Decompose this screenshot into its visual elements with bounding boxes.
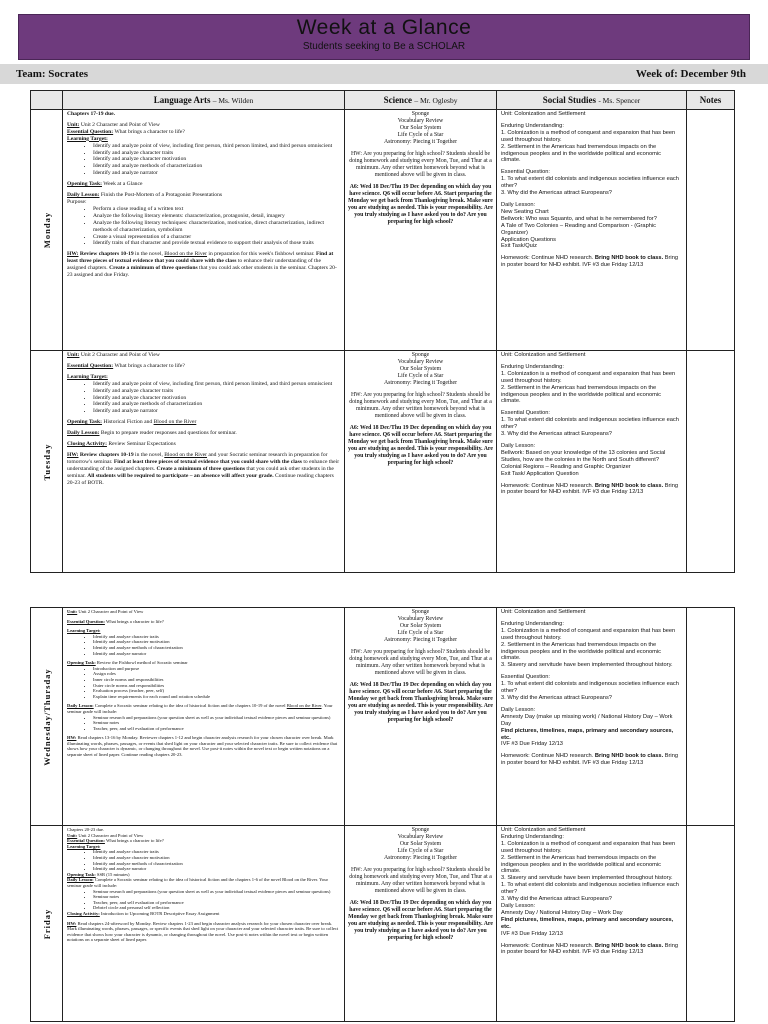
- hw-part: Create a minimum of three questions: [109, 265, 198, 272]
- title-banner: [18, 14, 750, 60]
- science-cell-friday: [345, 826, 497, 1022]
- ss-unit: Unit: Colonization and Settlement: [501, 352, 586, 358]
- science-header: [345, 91, 497, 110]
- opening-label: Opening Task:: [67, 871, 96, 877]
- eq-label: Essential Question:: [67, 838, 105, 844]
- seminar-grade-list: [93, 715, 340, 732]
- ss-bellwork: Bellwork: Who was Squanto, and what is he remembered for?: [501, 215, 657, 222]
- unit-value: Unit 2 Character and Point of View: [78, 609, 144, 614]
- ss-dl-label: Daily Lesson:: [501, 442, 536, 449]
- science-cell-wednesday: [345, 608, 497, 826]
- unit-label: Unit:: [67, 832, 78, 838]
- sci-test-notice: A6: Wed 18 Dec/Thu 19 Dec depending on which day you have science. Q6 will occur before A6. Start preparing the Monday we get back from Thanksgiving break. Make sure you are studying as needed. This is your responsibility. Are you truly studying as I have asked you to do? Are you preparing for high school?: [348, 184, 493, 225]
- la-title: Language Arts: [153, 95, 211, 105]
- ss-eu-label: Enduring Understanding:: [501, 122, 564, 129]
- daily-label: Daily Lesson:: [67, 192, 100, 199]
- hw-part: Review chapters 10-19: [79, 251, 134, 258]
- sci-title: Science: [383, 95, 413, 105]
- hw-part: Homework: Continue NHD research.: [501, 753, 595, 760]
- monday-row: [31, 110, 735, 351]
- ss-eu: 3. Slavery and servitude have been implemented throughout history.: [501, 662, 673, 669]
- hw-part: Homework: Continue NHD research.: [501, 255, 595, 262]
- unit-label: Unit:: [67, 352, 80, 358]
- notes-cell-tuesday: [687, 351, 735, 573]
- sci-line: Our Solar System: [399, 623, 442, 629]
- lt-label: Learning Target:: [67, 843, 101, 849]
- list-item: • Introduction and purpose: [93, 666, 340, 672]
- ss-eu-label: Enduring Understanding:: [501, 620, 564, 627]
- list-item: • Evaluation process (teacher, peer, self): [93, 688, 340, 694]
- la-cell-friday: [63, 826, 345, 1022]
- schedule-table-1: [30, 90, 735, 573]
- daily-value: Finish the Post-Mortem of a Protagonist Presentations: [100, 192, 223, 199]
- list-item: • Outer circle norms and responsibilities: [93, 683, 340, 689]
- ss-eq: 3. Why did the Americas attract Europeans?: [501, 190, 612, 197]
- list-item: • Create a visual representation of a character: [93, 234, 340, 241]
- la-cell-monday: [63, 110, 345, 351]
- hw-label: HW:: [67, 735, 77, 741]
- daily-label: Daily Lesson:: [67, 430, 100, 437]
- ss-eq: 3. Why did the Americas attract Europeans?: [501, 694, 612, 701]
- homework-friday: [67, 921, 340, 943]
- list-item: • Inner circle norms and responsibilities: [93, 677, 340, 683]
- ss-cell-wednesday: [497, 608, 687, 826]
- daily-value: Begin to prepare reader responses and questions for seminar.: [100, 430, 237, 437]
- hw-part: Bring NHD book to class.: [594, 255, 664, 262]
- list-item: • Analyze the following literary techniques: characterization, motivation, direct characterization, indirect methods of characterization, symbolism: [93, 220, 340, 234]
- purpose-label: Purpose:: [67, 198, 87, 205]
- day-label-tuesday: Tuesday: [41, 443, 52, 480]
- daily-label: Daily Lesson:: [67, 877, 94, 883]
- opening-value: Week at a Glance: [103, 181, 143, 188]
- hw-part: in the novel,: [133, 451, 165, 458]
- lt-label: Learning Target:: [67, 373, 108, 380]
- list-item: • Identify and analyze methods of characterization: [93, 861, 340, 867]
- daily-label: Daily Lesson:: [67, 703, 94, 709]
- sci-homework: HW: Are you preparing for high school? Students should be doing homework and studying every Mon, Tue, and Thur at a minimum. Any other written homework beyond what is mentioned above will be given in class.: [349, 649, 492, 676]
- list-item: • Identify and analyze character motivation: [93, 395, 340, 402]
- seminar-grade-list: [93, 889, 340, 911]
- ss-ivf: IVF #3 Due Friday 12/13: [501, 930, 563, 937]
- sci-homework: HW: Are you preparing for high school? Students should be doing homework and studying every Mon, Tue, and Thur at a minimum. Any other written homework beyond what is mentioned above will be given in class.: [349, 151, 492, 178]
- team-label: Team: Socrates: [16, 68, 88, 80]
- la-header: [63, 91, 345, 110]
- ss-dl-label: Daily Lesson:: [501, 201, 536, 208]
- eq-label: Essential Question:: [67, 128, 114, 135]
- list-item: • Assign roles: [93, 671, 340, 677]
- ss-activity: A Tale of Two Colonies – Reading and Comparison - (Graphic Organizer): [501, 222, 657, 236]
- opening-value: SSR (15 minutes): [96, 871, 130, 877]
- ss-teacher: - Ms. Spencer: [598, 96, 641, 105]
- ss-eu: 2. Settlement in the Americas had tremendous impacts on the indigenous peoples and in the worldwide political and economic climate.: [501, 143, 661, 164]
- hw-label: HW:: [67, 251, 79, 258]
- sci-line: Life Cycle of a Star: [397, 848, 444, 854]
- ss-activity: Exit Task/ Application Question: [501, 470, 579, 477]
- opening-label: Opening Task:: [67, 660, 96, 666]
- sci-line: Astronomy: Piecing it Together: [383, 380, 458, 386]
- sci-test-notice: A6: Wed 18 Dec/Thu 19 Dec depending on which day you have science. Q6 will occur before A6. Start preparing the Monday we get back from Thanksgiving break. Make sure you are studying as needed. This is your responsibility. Are you truly studying as I have asked you to do? Are you preparing for high school?: [348, 900, 493, 941]
- eq-value: What brings a character to life?: [105, 838, 164, 844]
- page-title: Week at a Glance: [296, 16, 472, 39]
- hw-part: Bring in poster board for NHD exhibit. IVF #3 due Friday 12/13: [501, 482, 679, 496]
- unit-value: Unit 2 Character and Point of View: [78, 832, 144, 838]
- ss-homework: [501, 753, 682, 767]
- closing-value: Review Seminar Expectations: [108, 441, 176, 448]
- daily-value: . Your seminar grade will include:: [67, 703, 333, 714]
- learning-target-list: [93, 849, 340, 871]
- ss-find: Find pictures, timelines, maps, primary and secondary sources, etc.: [501, 727, 674, 741]
- ss-header: [497, 91, 687, 110]
- hw-part: that you could ask other students in the seminar.: [67, 465, 334, 479]
- ss-homework: [501, 943, 682, 957]
- list-item: • Identify and analyze character motivation: [93, 855, 340, 861]
- list-item: • Identify and analyze character traits: [93, 388, 340, 395]
- sci-line: Sponge: [411, 111, 430, 117]
- eq-value: What brings a character to life?: [105, 618, 164, 624]
- sci-line: Sponge: [411, 827, 430, 833]
- list-item: • Perform a close reading of a written text: [93, 206, 340, 213]
- learning-target-list: [93, 634, 340, 656]
- learning-target-list: [93, 143, 340, 178]
- list-item: • Identify and analyze point of view, including first person, third person limited, and third person omniscient: [93, 143, 340, 150]
- team-bar: [0, 64, 768, 84]
- sci-homework: HW: Are you preparing for high school? Students should be doing homework and studying every Mon, Tue, and Thur at a minimum. Any other written homework beyond what is mentioned above will be given in class.: [349, 867, 492, 894]
- ss-eq-label: Essential Question:: [501, 410, 551, 417]
- page-subtitle: Students seeking to Be a SCHOLAR: [302, 41, 466, 52]
- ss-unit: Unit: Colonization and Settlement: [501, 827, 586, 833]
- notes-header: Notes: [687, 91, 735, 110]
- sci-line: Sponge: [411, 352, 430, 358]
- chapters-due: Chapters 20-23 due.: [67, 827, 105, 832]
- ss-activity: Colonial Regions – Reading and Graphic Organizer: [501, 463, 631, 470]
- tuesday-row: [31, 351, 735, 573]
- ss-eu: 1. Colonization is a method of conquest and expansion that has been used throughout history.: [501, 840, 676, 854]
- ss-eq: 1. To what extent did colonists and indigenous societies influence each other?: [501, 176, 679, 190]
- list-item: • Identify and analyze narrator: [93, 408, 340, 415]
- sci-homework: HW: Are you preparing for high school? Students should be doing homework and studying every Mon, Tue, and Thur at a minimum. Any other written homework beyond what is mentioned above will be given in class.: [349, 392, 492, 419]
- ss-eu: 1. Colonization is a method of conquest and expansion that has been used throughout history.: [501, 627, 676, 641]
- sci-line: Our Solar System: [399, 841, 442, 847]
- sci-line: Vocabulary Review: [397, 834, 444, 840]
- hw-part: that you could ask other students in the seminar. Chapters 20-23 assigned and due Friday.: [67, 265, 337, 279]
- sci-line: Astronomy: Piecing it Together: [383, 637, 458, 643]
- ss-cell-tuesday: [497, 351, 687, 573]
- ss-dl: Amnesty Day (make up missing work) / National History Day – Work Day: [501, 713, 673, 727]
- hw-part: Create a minimum of three questions: [156, 465, 245, 472]
- hw-label: HW:: [67, 920, 77, 926]
- ss-eq: 3. Why did the Americas attract Europeans?: [501, 431, 612, 438]
- sci-line: Sponge: [411, 609, 430, 615]
- hw-part: Review chapters 10-19: [79, 451, 134, 458]
- notes-cell-wednesday: [687, 608, 735, 826]
- list-item: • Identify and analyze methods of characterization: [93, 645, 340, 651]
- hw-part: Read chapters 13-16 by Monday. Reviewer chapters 1-12 and begin character analysis research for your chosen character over break. Mark illuminating words, phrases, passages, or events that shed light on your character and your selected character traits. Be sure to collect evidence that shows how your character is dynamic, or changing throughout the novel. Use post-it notes within the novel text or begin written notations on a separate sheet of lined paper. Continue reading chapters 20-23.: [67, 735, 338, 758]
- hw-part: Bring in poster board for NHD exhibit. IVF #3 due Friday 12/13: [501, 753, 679, 767]
- learning-target-list: [93, 381, 340, 416]
- list-item: • Identify and analyze character traits: [93, 150, 340, 157]
- friday-row: [31, 826, 735, 1022]
- day-cell-wednesday: [31, 608, 63, 826]
- ss-activity: Application Questions: [501, 236, 557, 243]
- purpose-list: [93, 206, 340, 247]
- sci-line: Life Cycle of a Star: [397, 373, 444, 379]
- book-title: Blood on the River: [286, 703, 322, 709]
- sci-line: Astronomy: Piecing it Together: [383, 855, 458, 861]
- homework-wednesday: [67, 735, 340, 757]
- hw-part: Bring NHD book to class.: [594, 482, 664, 489]
- unit-label: Unit:: [67, 609, 78, 614]
- list-item: • Identify and analyze methods of characterization: [93, 401, 340, 408]
- list-item: • Identify and analyze narrator: [93, 651, 340, 657]
- hw-part: in the novel,: [133, 251, 165, 258]
- list-item: • Debrief circle and personal self reflection: [93, 905, 340, 911]
- ss-homework: [501, 483, 682, 497]
- ss-dl-label: Daily Lesson:: [501, 706, 536, 713]
- ss-eu: 2. Settlement in the Americas had tremendous impacts on the indigenous peoples and in the worldwide political and economic climate.: [501, 384, 661, 405]
- ss-homework: [501, 255, 682, 269]
- ss-eq-label: Essential Question:: [501, 674, 551, 681]
- ss-title: Social Studies: [542, 95, 597, 105]
- hw-part: All students will be required to participate – an absence will affect your grade.: [87, 472, 274, 479]
- science-cell-tuesday: [345, 351, 497, 573]
- hw-part: Read chapters 24-afterword by Monday. Review chapters 1-23 and begin character analysis research for your chosen character over break. Mark illuminating words, phrases, passages, or specific events that shed light on your character and your selected character traits. Be sure to collect evidence that shows how your character is dynamic, or changing throughout the novel. Use post-it notes within the novel text or begin written notations on a separate sheet of lined paper.: [67, 920, 339, 943]
- list-item: • Identify and analyze narrator: [93, 866, 340, 872]
- hw-label: HW:: [67, 451, 79, 458]
- hw-part: Find at least three pieces of textual evidence that you could share with the class: [113, 458, 302, 465]
- list-item: • Identify and analyze point of view, including first person, third person limited, and third person omniscient: [93, 381, 340, 388]
- sci-line: Life Cycle of a Star: [397, 132, 444, 138]
- ss-eq-label: Essential Question:: [501, 169, 551, 176]
- book-title: Blood on the River: [153, 419, 197, 426]
- list-item: • Seminar notes: [93, 720, 340, 726]
- ss-eu-label: Enduring Understanding:: [501, 363, 564, 370]
- opening-label: Opening Task:: [67, 419, 102, 426]
- sci-test-notice: A6: Wed 18 Dec/Thu 19 Dec depending on which day you have science. Q6 will occur before A6. Start preparing the Monday we get back from Thanksgiving break. Make sure you are studying as needed. This is your responsibility. Are you truly studying as I have asked you to do? Are you preparing for high school?: [348, 682, 493, 723]
- sci-line: Our Solar System: [399, 366, 442, 372]
- list-item: • Identify and analyze character traits: [93, 849, 340, 855]
- day-label-monday: Monday: [41, 211, 52, 249]
- ss-dl: Amnesty Day / National History Day – Work Day: [501, 909, 623, 916]
- week-label: Week of: December 9th: [635, 68, 746, 80]
- hw-part: Bring NHD book to class.: [594, 753, 664, 760]
- schedule-table-2: [30, 607, 735, 1022]
- day-cell-friday: [31, 826, 63, 1022]
- day-cell-monday: [31, 110, 63, 351]
- lt-label: Learning Target:: [67, 628, 101, 634]
- hw-part: Bring in poster board for NHD exhibit. IVF #3 due Friday 12/13: [501, 255, 679, 269]
- ss-eq: 1. To what extent did colonists and indigenous societies influence each other?: [501, 681, 679, 695]
- ss-eq: 1. To what extent did colonists and indigenous societies influence each other?: [501, 882, 679, 896]
- hw-part: and your Socratic seminar research in preparation for tomorrow's seminar.: [67, 451, 328, 465]
- hw-part: Find at least three pieces of textual evidence that you could share with the class: [67, 251, 334, 265]
- list-item: • Teacher, peer, and self evaluation of performance: [93, 900, 340, 906]
- book-title: Blood on the River: [164, 251, 207, 258]
- closing-label: Closing Activity:: [67, 910, 100, 916]
- sci-line: Vocabulary Review: [397, 359, 444, 365]
- list-item: • Identify traits of that character and provide textual evidence to support their analysis of those traits: [93, 240, 340, 247]
- day-cell-tuesday: [31, 351, 63, 573]
- list-item: • Identify and analyze character motivation: [93, 639, 340, 645]
- day-label-wednesday: Wednesday/Thursday: [41, 667, 52, 766]
- ss-eu-label: Enduring Understanding:: [501, 833, 564, 840]
- hw-part: Bring NHD book to class.: [594, 942, 664, 949]
- ss-cell-monday: [497, 110, 687, 351]
- hw-part: in preparation for this week's fishbowl seminar.: [207, 251, 316, 258]
- unit-label: Unit:: [67, 121, 80, 128]
- list-item: • Seminar research and preparations (your question sheet as well as your individual textual evidence pieces and seminar questions): [93, 715, 340, 721]
- hw-part: to enhance their understanding of the assigned chapters.: [67, 258, 321, 272]
- science-cell-monday: [345, 110, 497, 351]
- homework-tuesday: [67, 452, 340, 487]
- unit-value: Unit 2 Character and Point of View: [80, 352, 160, 358]
- sci-line: Astronomy: Piecing it Together: [383, 139, 458, 145]
- opening-value: Review the Fishbowl method of Socratic seminar: [96, 660, 188, 666]
- list-item: • Identify and analyze methods of characterization: [93, 163, 340, 170]
- ss-activity: Exit Task/Quiz: [501, 243, 537, 250]
- ss-find: Find pictures, timelines, maps, primary and secondary sources, etc.: [501, 916, 674, 930]
- list-item: • Seminar research and preparations (your question sheet as well as your individual textual evidence pieces and seminar questions): [93, 889, 340, 895]
- hw-part: Homework: Continue NHD research.: [501, 482, 595, 489]
- sci-test-notice: A6: Wed 18 Dec/Thu 19 Dec depending on which day you have science. Q6 will occur before A6. Start preparing the Monday we get back from Thanksgiving break. Make sure you are studying as needed. This is your responsibility. Are you truly studying as I have asked you to do? Are you preparing for high school?: [348, 425, 493, 466]
- ss-eu: 3. Slavery and servitude have been implemented throughout history.: [501, 875, 673, 882]
- list-item: • Identify and analyze character motivation: [93, 156, 340, 163]
- opening-value: Historical Fiction and: [103, 419, 154, 426]
- notes-cell-friday: [687, 826, 735, 1022]
- la-cell-tuesday: [63, 351, 345, 573]
- list-item: • Identify and analyze character traits: [93, 634, 340, 640]
- notes-cell-monday: [687, 110, 735, 351]
- lt-label: Learning Target:: [67, 135, 108, 142]
- daily-value: Complete a Socratic seminar relating to the idea of historical fiction and the chapters 10-19 of the novel: [94, 703, 287, 709]
- eq-label: Essential Question:: [67, 618, 105, 624]
- eq-value: What brings a character to life?: [114, 362, 185, 369]
- list-item: • Seminar notes: [93, 894, 340, 900]
- opening-list: [93, 666, 340, 700]
- closing-value: Introduction to Upcoming BOTR Descriptive Essay Assignment: [100, 910, 220, 916]
- sci-teacher: – Mr. Oglesby: [414, 96, 458, 105]
- ss-eu: 2. Settlement in the Americas had tremendous impacts on the indigenous peoples and in the worldwide political and economic climate.: [501, 641, 661, 662]
- daily-value: Complete a Socratic seminar relating to the idea of historical fiction and the chapters 1-6 of the novel Blood on the River. Your seminar grade will include:: [67, 877, 329, 888]
- eq-value: What brings a character to life?: [114, 128, 185, 135]
- ss-eu: 2. Settlement in the Americas had tremendous impacts on the indigenous peoples and in the worldwide political and economic climate.: [501, 854, 661, 875]
- hw-part: Bring in poster board for NHD exhibit. IVF #3 due Friday 12/13: [501, 942, 679, 956]
- homework-monday: [67, 251, 340, 279]
- ss-ivf: IVF #3 Due Friday 12/13: [501, 741, 563, 748]
- ss-bellwork: Bellwork: Based on your knowledge of the 13 colonies and Social Studies, how are the colonies in the North and South different?: [501, 449, 666, 463]
- list-item: • Explain time requirements for each round and rotation schedule: [93, 694, 340, 700]
- column-header-row: [31, 91, 735, 110]
- eq-label: Essential Question:: [67, 362, 114, 369]
- sci-line: Our Solar System: [399, 125, 442, 131]
- closing-label: Closing Activity:: [67, 441, 107, 448]
- ss-dl: New Seating Chart: [501, 208, 549, 215]
- sci-line: Vocabulary Review: [397, 118, 444, 124]
- ss-eq: 3. Why did the Americas attract Europeans?: [501, 896, 612, 903]
- corner-cell: [31, 91, 63, 110]
- ss-eq: 1. To what extent did colonists and indigenous societies influence each other?: [501, 417, 679, 431]
- ss-eu: 1. Colonization is a method of conquest and expansion that has been used throughout history.: [501, 129, 676, 143]
- hw-part: to enhance their understanding of the assigned chapters.: [67, 458, 340, 472]
- hw-part: Continue reading chapters 20-23 of BOTR.: [67, 472, 334, 486]
- ss-unit: Unit: Colonization and Settlement: [501, 609, 586, 615]
- opening-label: Opening Task:: [67, 181, 102, 188]
- list-item: • Analyze the following literary elements: characterization, protagonist, detail, imagery: [93, 213, 340, 220]
- ss-unit: Unit: Colonization and Settlement: [501, 111, 586, 117]
- hw-part: Homework: Continue NHD research.: [501, 942, 595, 949]
- chapters-due: Chapters 17-19 due.: [67, 111, 116, 117]
- unit-value: Unit 2 Character and Point of View: [80, 121, 160, 128]
- la-teacher: – Ms. Wilden: [212, 96, 254, 105]
- day-label-friday: Friday: [41, 908, 52, 939]
- sci-line: Vocabulary Review: [397, 616, 444, 622]
- la-cell-wednesday: [63, 608, 345, 826]
- list-item: • Identify and analyze narrator: [93, 170, 340, 177]
- ss-dl-label: Daily Lesson:: [501, 902, 536, 909]
- list-item: • Teacher, peer, and self evaluation of performance: [93, 726, 340, 732]
- book-title: Blood on the River: [164, 451, 207, 458]
- ss-cell-friday: [497, 826, 687, 1022]
- ss-eu: 1. Colonization is a method of conquest and expansion that has been used throughout history.: [501, 370, 676, 384]
- wednesday-row: [31, 608, 735, 826]
- sci-line: Life Cycle of a Star: [397, 630, 444, 636]
